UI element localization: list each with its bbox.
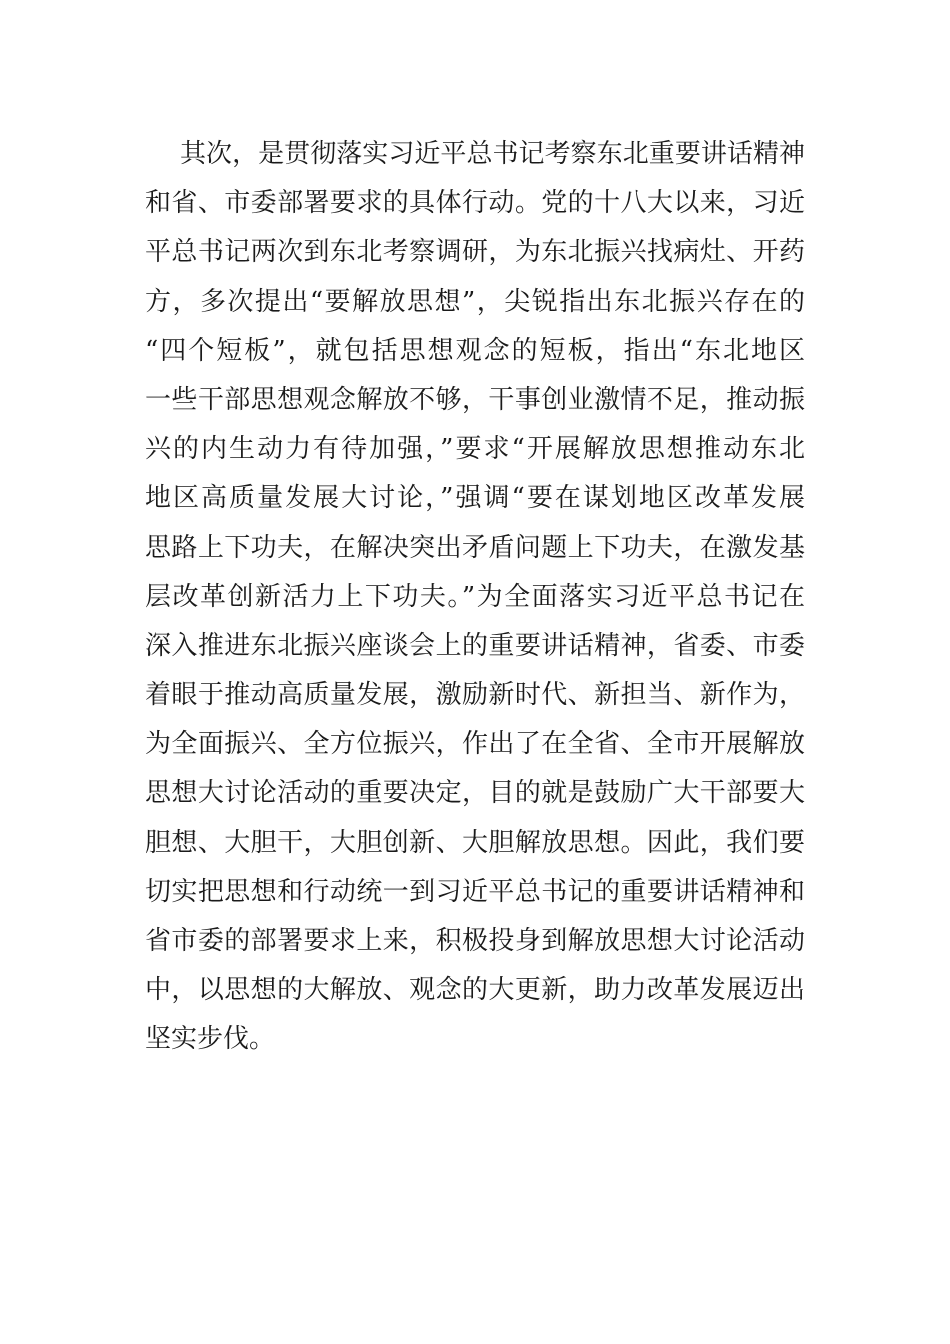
- paragraph-line: 思路上下功夫，在解决突出矛盾问题上下功夫，在激发基: [145, 532, 805, 563]
- paragraph-line: 层改革创新活力上下功夫。”为全面落实习近平总书记在: [145, 581, 805, 612]
- paragraph-line: 胆想、大胆干，大胆创新、大胆解放思想。因此，我们要: [145, 827, 805, 858]
- paragraph-line: 平总书记两次到东北考察调研，为东北振兴找病灶、开药: [145, 237, 805, 268]
- paragraph-line: 和省、市委部署要求的具体行动。党的十八大以来，习近: [145, 188, 805, 219]
- paragraph-line: 坚实步伐。: [145, 1024, 276, 1055]
- paragraph-line: 省市委的部署要求上来，积极投身到解放思想大讨论活动: [145, 926, 805, 956]
- paragraph-line: 一些干部思想观念解放不够，干事创业激情不足，推动振: [145, 384, 805, 415]
- paragraph-line: 地区高质量发展大讨论，”强调“要在谋划地区改革发展: [145, 483, 805, 514]
- paragraph-line: 方，多次提出“要解放思想”，尖锐指出东北振兴存在的: [145, 286, 805, 317]
- paragraph-line: 兴的内生动力有待加强，”要求“开展解放思想推动东北: [145, 434, 805, 465]
- paragraph-line: 中，以思想的大解放、观念的大更新，助力改革发展迈出: [145, 975, 805, 1006]
- paragraph-line: “四个短板”，就包括思想观念的短板，指出“东北地区: [145, 335, 805, 366]
- paragraph-line: 为全面振兴、全方位振兴，作出了在全省、全市开展解放: [145, 729, 805, 760]
- body-paragraph: [145, 130, 805, 1065]
- paragraph-line: 思想大讨论活动的重要决定，目的就是鼓励广大干部要大: [145, 778, 805, 809]
- paragraph-line: 切实把思想和行动统一到习近平总书记的重要讲话精神和: [145, 876, 805, 907]
- paragraph-line: 着眼于推动高质量发展，激励新时代、新担当、新作为，: [145, 680, 805, 711]
- paragraph-line: 其次，是贯彻落实习近平总书记考察东北重要讲话精神: [180, 139, 805, 169]
- paragraph-line: 深入推进东北振兴座谈会上的重要讲话精神，省委、市委: [145, 630, 805, 661]
